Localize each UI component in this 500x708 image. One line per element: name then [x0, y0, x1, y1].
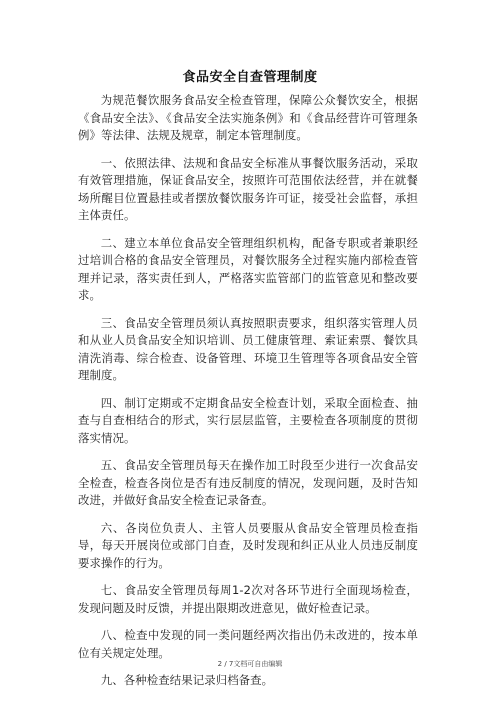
- paragraph-9: 九、各种检查结果记录归档备查。: [100, 673, 274, 687]
- paragraph-4: 四、制订定期或不定期食品安全检查计划，采取全面检查、抽查与自查相结合的形式，实行层层监管，主要检查各项制度的贯彻落实情况。: [78, 395, 418, 445]
- page-footer: 2 / 7文档可自由编辑: [217, 660, 283, 668]
- document-title: 食品安全自查管理制度: [182, 70, 318, 85]
- paragraph-6: 六、各岗位负责人、主管人员要服从食品安全管理员检查指导，每天开展岗位或部门自查，及时发现和纠正从业人员违反制度要求操作的行为。: [78, 520, 418, 570]
- document-body: [78, 92, 418, 700]
- paragraph-1: 一、依照法律、法规和食品安全标准从事餐饮服务活动，采取有效管理措施，保证食品安全，按照许可范围依法经营，并在就餐场所醒目位置悬挂或者摆放餐饮服务许可证，接受社会监督，承担主体责任。: [78, 155, 418, 222]
- paragraph-8: 八、检查中发现的同一类问题经两次指出仍未改进的，按本单位有关规定处理。: [78, 628, 418, 660]
- paragraph-intro: 为规范餐饮服务食品安全检查管理，保障公众餐饮安全，根据《食品安全法》、《食品安全法实施条例》和《食品经营许可管理条例》等法律、法规及规章，制定本管理制度。: [78, 93, 418, 142]
- paragraph-3: 三、食品安全管理员须认真按照职责要求，组织落实管理人员和从业人员食品安全知识培训、员工健康管理、索证索票、餐饮具清洗消毒、综合检查、设备管理、环境卫生管理等各项食品安全管理制度。: [78, 315, 418, 382]
- paragraph-7: 七、食品安全管理员每周1-2次对各环节进行全面现场检查，发现问题及时反馈，并提出限期改进意见，做好检查记录。: [78, 583, 418, 615]
- paragraph-5: 五、食品安全管理员每天在操作加工时段至少进行一次食品安全检查，检查各岗位是否有违反制度的情况，发现问题，及时告知改进，并做好食品安全检查记录备查。: [78, 458, 418, 507]
- paragraph-2: 二、建立本单位食品安全管理组织机构，配备专职或者兼职经过培训合格的食品安全管理员，对餐饮服务全过程实施内部检查管理并记录，落实责任到人，严格落实监管部门的监管意见和整改要求。: [78, 235, 418, 302]
